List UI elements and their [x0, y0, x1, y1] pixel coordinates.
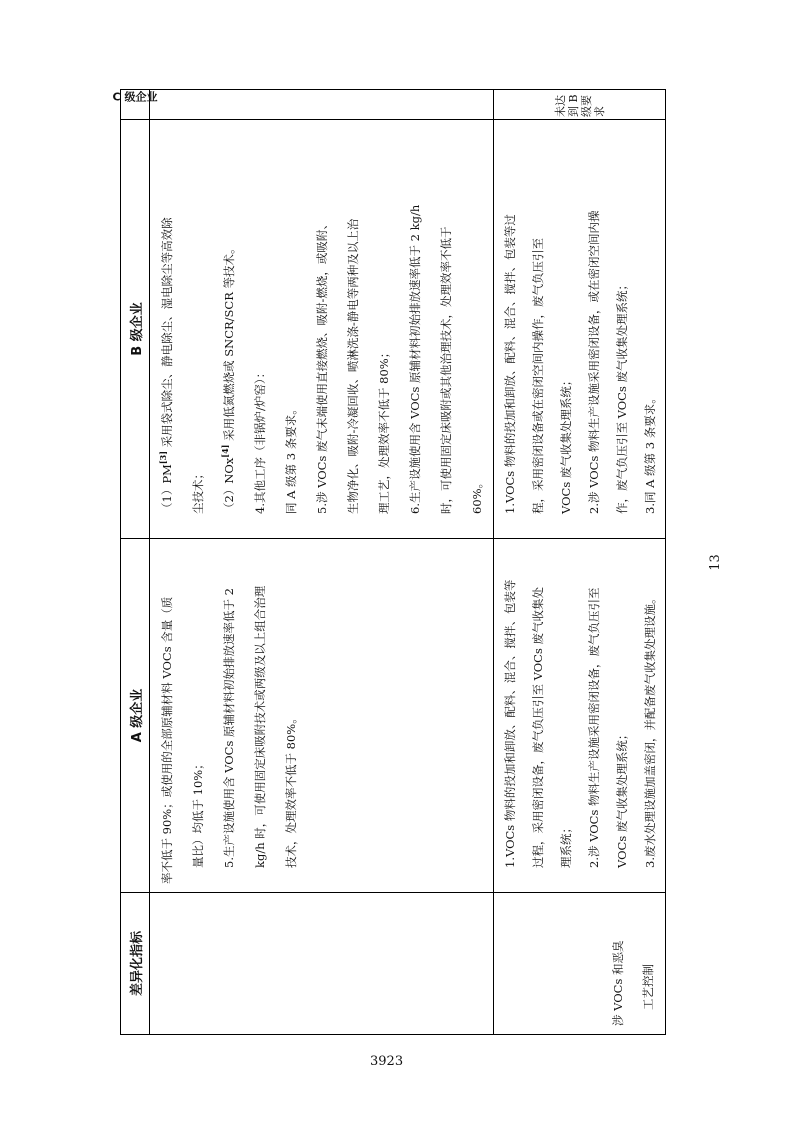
row2-b-line: 1.VOCs 物料的投加和卸放、配料、混合、搅拌、包装等过 — [503, 214, 517, 514]
header-c-level-text: C 级企业 — [112, 90, 158, 104]
indicator-line: 涉 VOCs 和恶臭 — [611, 940, 625, 1026]
table-row — [494, 90, 666, 1035]
row1-a-line: 量比）均低于 10%； — [191, 758, 205, 868]
row1-a-line: 率不低于 90%；或使用的全部原辅材料 VOCs 含量（质 — [160, 596, 174, 884]
row2-c-line: 求 — [592, 106, 606, 117]
row2-c-text — [554, 90, 606, 119]
row2-c-cell — [494, 90, 666, 120]
comparison-table — [112, 89, 666, 1035]
outer-page-number: 3923 — [370, 1054, 404, 1069]
footnote-4: [4] — [220, 444, 231, 458]
header-indicator: 差异化指标 — [121, 893, 150, 1035]
row2-a-line: 1.VOCs 物料的投加和卸放、配料、混合、搅拌、包装等 — [503, 579, 517, 868]
inner-page-number: 13 — [707, 554, 723, 571]
row1-b-line — [214, 128, 245, 530]
row1-b-line: 同 A 级第 3 条要求。 — [284, 403, 298, 514]
rotated-page — [112, 90, 657, 1035]
row1-a-cell — [150, 539, 494, 893]
header-a-level: A 级企业 — [121, 539, 150, 893]
row2-a-line: VOCs 废气收集处理系统； — [615, 728, 629, 868]
row2-b-line: 程，采用密闭设备或在密闭空间内操作，废气负压引至 — [531, 238, 545, 514]
row2-a-line: 理系统； — [559, 822, 573, 868]
row2-b-cell — [494, 120, 666, 539]
row2-a-line: 2.涉 VOCs 物料生产设施采用密闭设备，废气负压引至 — [587, 587, 601, 868]
nox-text: 采用低氮燃烧或 SNCR/SCR 等技术。 — [222, 242, 236, 445]
row2-a-cell — [494, 539, 666, 893]
row1-b-line: 生物净化、吸附-冷凝回收、喷淋洗涤-静电等两种及以上治 — [346, 218, 360, 514]
row2-b-line: 3.同 A 级第 3 条要求。 — [643, 392, 657, 514]
header-b-level: B 级企业 — [121, 120, 150, 539]
row2-a-line: 过程，采用密闭设备，废气负压引至 VOCs 废气收集处 — [531, 586, 545, 868]
row2-b-line: VOCs 废气收集处理系统； — [559, 374, 573, 514]
row1-b-line: 时，可使用固定床吸附或其他治理技术，处理效率不低于 — [439, 226, 453, 514]
indicator-line: 工艺控制 — [641, 964, 655, 1010]
pm-label: （1）PM — [160, 464, 174, 514]
header-row — [121, 90, 150, 1035]
row1-a-line: kg/h 时，可使用固定床吸附技术或两级及以上组合治理 — [253, 585, 267, 868]
row1-b-line: 理工艺，处理效率不低于 80%； — [377, 346, 391, 514]
row1-a-line: 技术，处理效率不低于 80%。 — [284, 712, 298, 868]
row1-c-cell — [150, 90, 494, 120]
row1-a-line: 5.生产设施使用含 VOCs 原辅材料初始排放速率低于 2 — [222, 588, 236, 868]
row1-b-line — [152, 128, 183, 530]
row1-b-cell — [150, 120, 494, 539]
row1-b-line: 4.其他工序（非锅炉/炉窑）： — [253, 366, 267, 514]
header-c-level — [112, 90, 158, 120]
row2-b-line: 2.涉 VOCs 物料生产设施采用密闭设备，或在密闭空间内操 — [587, 210, 601, 514]
row1-b-line: 6.生产设施使用含 VOCs 原辅材料初始排放速率低于 2 kg/h — [408, 204, 422, 514]
row2-c-line: 未达到 B 级要 — [553, 94, 593, 117]
row1-b-line: 5.涉 VOCs 废气末端使用直接燃烧、吸附-燃烧，或吸附、 — [315, 218, 329, 514]
row2-b-line: 作，废气负压引至 VOCs 废气收集处理系统； — [615, 278, 629, 514]
row2-indicator-cell — [494, 893, 666, 1035]
row1-indicator-cell — [150, 893, 494, 1035]
row1-b-line: 尘技术； — [191, 468, 205, 514]
row1-b-line: 60%。 — [470, 476, 484, 514]
footnote-3: [3] — [158, 451, 169, 465]
table-row — [150, 90, 494, 1035]
nox-label: （2）NOx — [222, 457, 236, 514]
row2-a-line: 3.废水处理设施加盖密闭，并配备废气收集处理设施。 — [643, 592, 657, 868]
pm-text: 采用袋式除尘、静电除尘、湿电除尘等高效除 — [160, 217, 174, 452]
